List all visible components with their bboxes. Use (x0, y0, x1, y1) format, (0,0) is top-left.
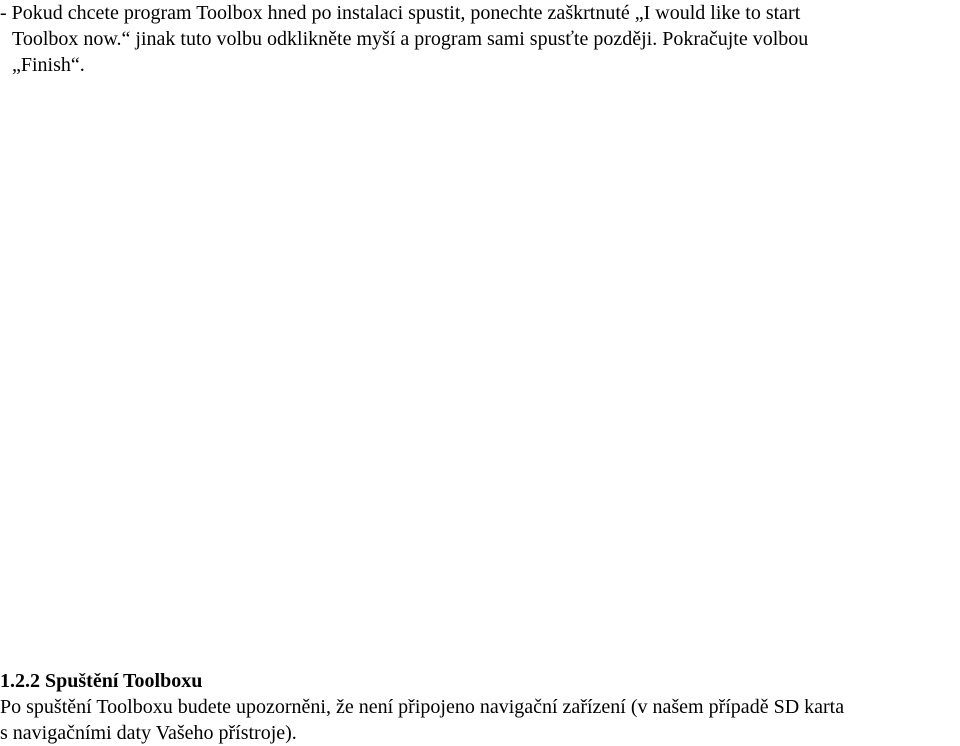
section-body-line-2: s navigačními daty Vašeho přístroje). (0, 722, 297, 744)
intro-line-2: Toolbox now.“ jinak tuto volbu odklikněte myší a program sami spusťte později. Pokračujte volbou (12, 28, 809, 50)
intro-line-1: - Pokud chcete program Toolbox hned po instalaci spustit, ponechte zaškrtnuté „I would like to start (0, 2, 801, 24)
intro-paragraph (0, 0, 940, 78)
section-heading: 1.2.2 Spuštění Toolboxu (0, 670, 203, 692)
section-body-line-1: Po spuštění Toolboxu budete upozorněni, že není připojeno navigační zařízení (v našem případě SD karta (0, 696, 845, 718)
section-body-paragraph (0, 694, 960, 746)
intro-line-3: „Finish“. (12, 54, 85, 76)
